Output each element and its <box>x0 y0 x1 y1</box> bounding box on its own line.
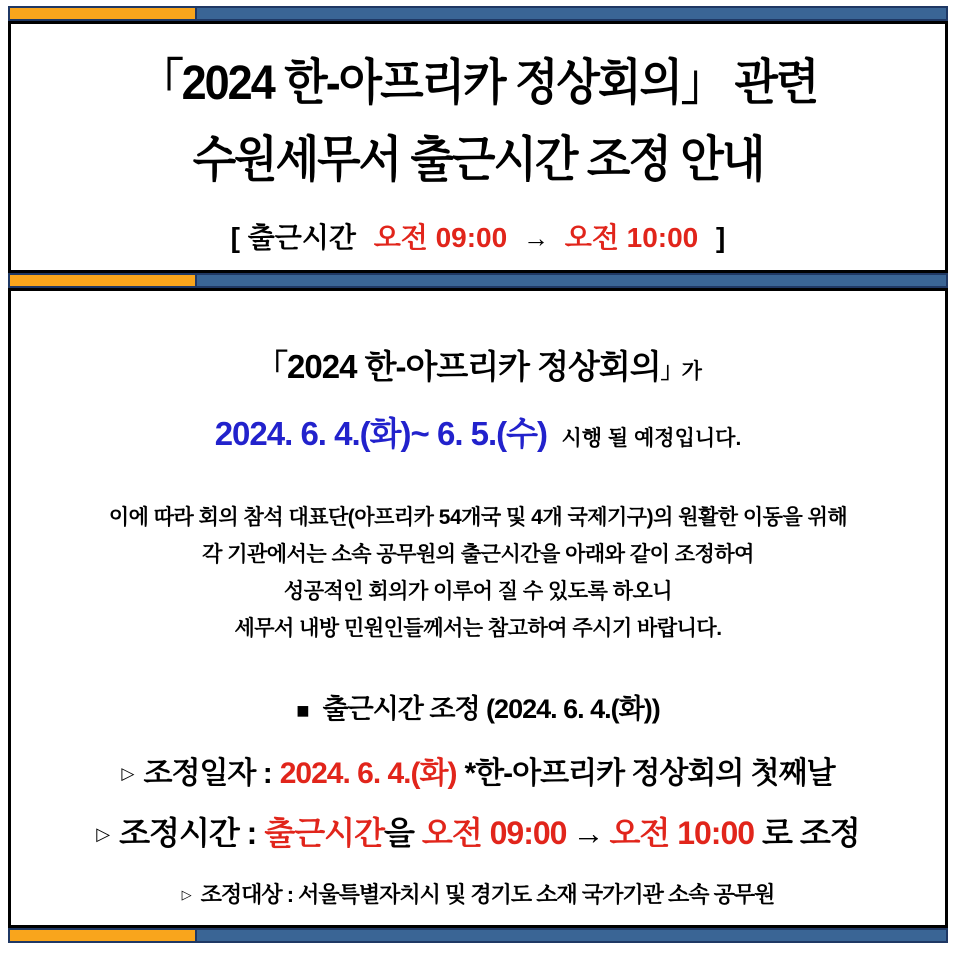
adjustment-time-item <box>11 808 945 854</box>
adjustment-time-particle: 을 <box>384 815 414 851</box>
adjustment-target-item <box>11 878 945 909</box>
adjustment-time-after: 오전 10:00 <box>609 815 755 851</box>
summit-quote: 「2024 한-아프리카 정상회의 <box>255 348 661 385</box>
top-accent-bar <box>8 6 948 21</box>
adjustment-target-text: 조정대상 : 서울특별자치시 및 경기도 소재 국가기관 소속 공무원 <box>200 882 775 907</box>
top-accent-bar-orange-segment <box>10 8 197 19</box>
adjustment-time-before: 오전 09:00 <box>421 815 567 851</box>
adjustment-time-suffix: 로 조정 <box>762 815 860 851</box>
adjustment-time-arrow: → <box>572 815 604 851</box>
middle-accent-bar-orange-segment <box>10 275 197 286</box>
adjustment-section-heading <box>11 687 945 726</box>
adjustment-date-value: 2024. 6. 4.(화) <box>279 757 457 790</box>
triangle-bullet-icon: ▷ <box>121 764 134 783</box>
adjustment-time-red-word: 출근시간 <box>264 815 384 851</box>
adjustment-time-label: 조정시간 : <box>119 815 257 851</box>
notice-title-line2: 수원세무서 출근시간 조정 안내 <box>192 131 764 188</box>
summit-date-range: 2024. 6. 4.(화)~ 6. 5.(수) <box>214 415 548 452</box>
bottom-accent-bar-blue-segment <box>197 930 946 941</box>
summary-time-before: 오전 09:00 <box>373 222 508 253</box>
notice-paragraph <box>11 499 945 647</box>
notice-title-line1: 「2024 한-아프리카 정상회의」 관련 <box>138 54 818 111</box>
summit-name-line <box>11 341 945 388</box>
bottom-accent-bar <box>8 928 948 943</box>
square-bullet-icon: ■ <box>296 698 309 723</box>
summit-quote-close: 」 <box>660 358 682 383</box>
adjustment-heading-text: 출근시간 조정 (2024. 6. 4.(화)) <box>322 694 660 724</box>
summit-date-note: 시행 될 예정입니다. <box>561 427 742 450</box>
paragraph-line-4: 세무서 내방 민원인들께서는 참고하여 주시기 바랍니다. <box>234 617 722 640</box>
main-content-box <box>8 288 948 928</box>
paragraph-line-3: 성공적인 회의가 이루어 질 수 있도록 하오니 <box>283 580 673 603</box>
summit-date-line <box>11 408 945 455</box>
adjustment-date-note: *한-아프리카 정상회의 첫째날 <box>464 757 835 790</box>
adjustment-date-item <box>11 748 945 792</box>
triangle-bullet-icon: ▷ <box>181 887 191 902</box>
bottom-accent-bar-orange-segment <box>10 930 197 941</box>
middle-accent-bar-blue-segment <box>197 275 946 286</box>
summary-close-bracket: ] <box>716 222 726 253</box>
paragraph-line-1: 이에 따라 회의 참석 대표단(아프리카 54개국 및 4개 국제기구)의 원활한 이동을 위해 <box>108 506 848 529</box>
summit-quote-suffix: 가 <box>681 360 701 383</box>
summary-open-bracket: [ 출근시간 <box>230 222 356 253</box>
middle-accent-bar <box>8 273 948 288</box>
header-box <box>8 21 948 273</box>
triangle-bullet-icon: ▷ <box>96 824 110 844</box>
top-accent-bar-blue-segment <box>197 8 946 19</box>
paragraph-line-2: 각 기관에서는 소속 공무원의 출근시간을 아래와 같이 조정하여 <box>202 543 754 566</box>
summary-time-after: 오전 10:00 <box>564 222 699 253</box>
work-time-summary <box>11 216 945 256</box>
summary-arrow: → <box>522 223 549 253</box>
adjustment-date-label: 조정일자 : <box>143 757 272 790</box>
